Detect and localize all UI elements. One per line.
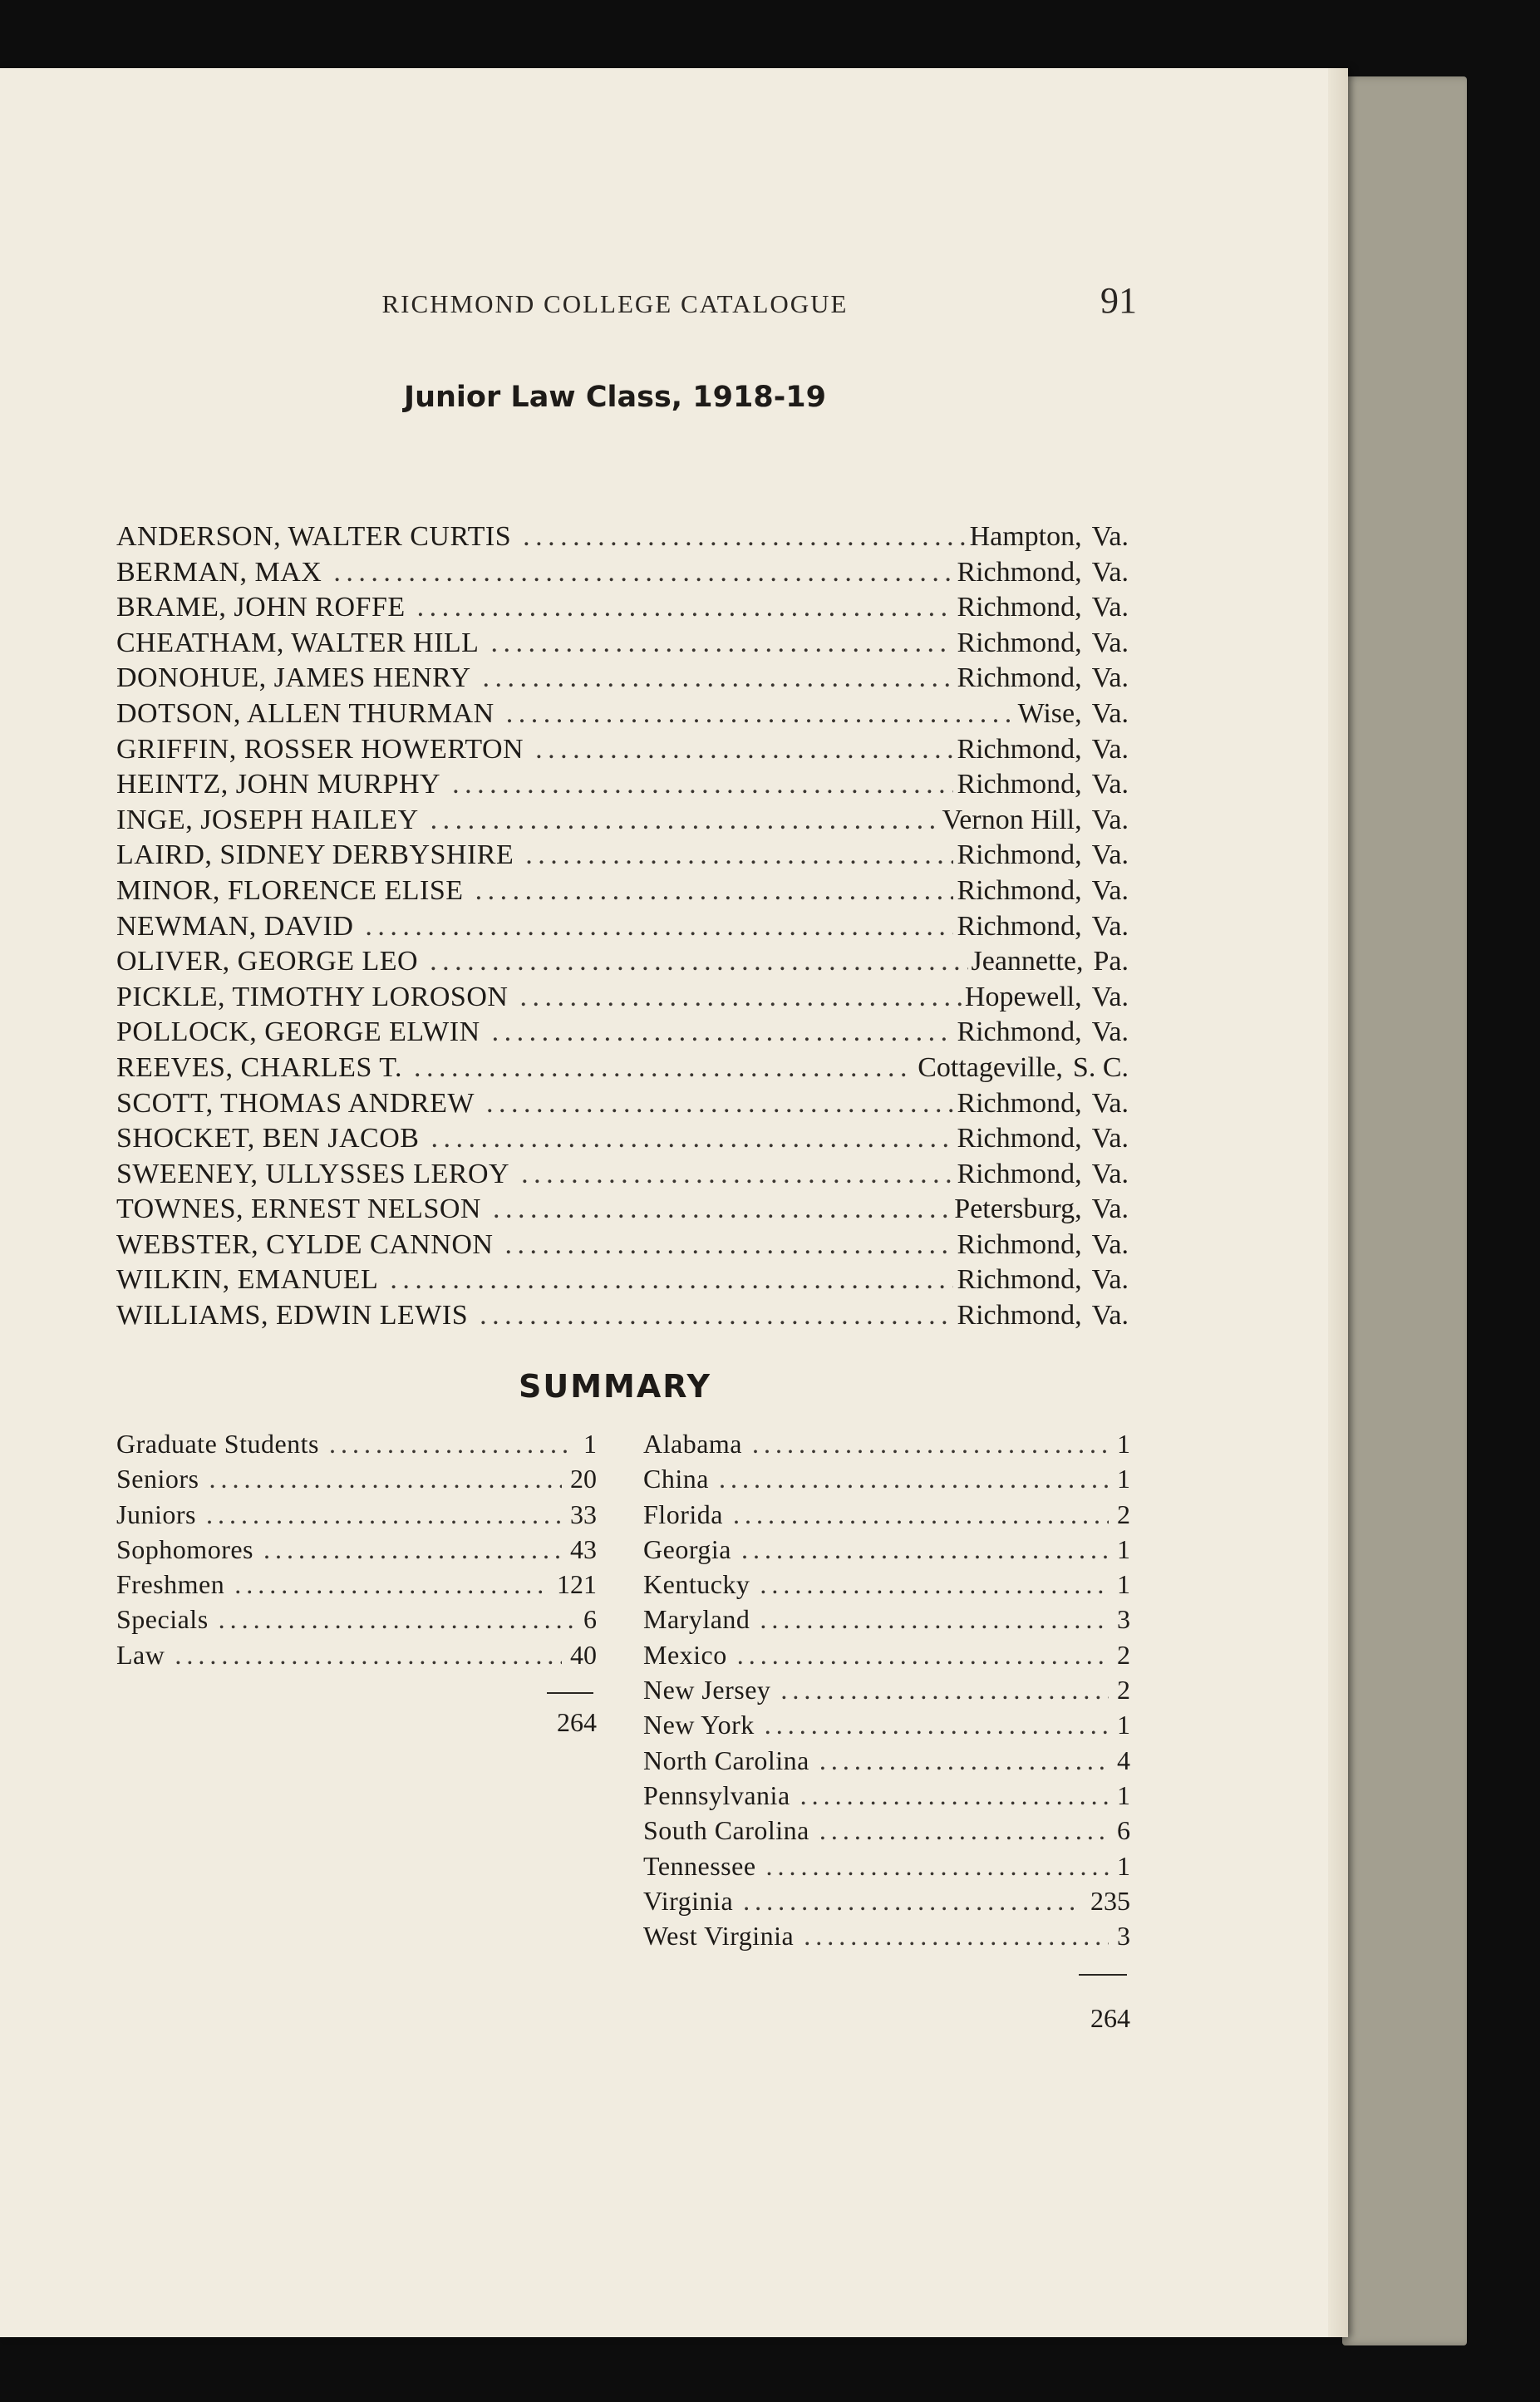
summary-row <box>116 1461 597 1496</box>
state: Pa. <box>1093 946 1129 977</box>
summary-value: 4 <box>1117 1745 1130 1775</box>
summary-row <box>643 1883 1130 1918</box>
summary-by-state <box>643 1426 1130 1953</box>
summary-value: 6 <box>583 1604 597 1635</box>
hometown: Richmond, <box>957 1123 1082 1154</box>
state: Va. <box>1091 697 1129 729</box>
roster-entry <box>116 696 1129 732</box>
summary-label: Law <box>116 1639 165 1670</box>
hometown: Richmond, <box>957 592 1082 623</box>
roster-entry <box>116 874 1129 909</box>
roster-list <box>116 519 1129 1334</box>
roster-entry <box>116 626 1129 662</box>
hometown: Wise, <box>1017 697 1082 729</box>
summary-value: 2 <box>1117 1675 1130 1706</box>
dot-leader <box>452 767 953 803</box>
dot-leader <box>766 1848 1109 1883</box>
hometown: Vernon Hill, <box>942 804 1082 835</box>
summary-row <box>116 1532 597 1567</box>
state: Va. <box>1091 1264 1129 1296</box>
summary-label: Seniors <box>116 1464 199 1494</box>
total-rule <box>1079 1974 1127 1976</box>
running-head: RICHMOND COLLEGE CATALOGUE <box>381 289 849 318</box>
dot-leader <box>819 1743 1109 1778</box>
summary-value: 43 <box>570 1533 597 1564</box>
hometown: Richmond, <box>957 1228 1082 1260</box>
summary-label: Specials <box>116 1604 209 1635</box>
roster-entry <box>116 1298 1129 1334</box>
state: Va. <box>1091 521 1129 552</box>
state: Va. <box>1091 804 1129 835</box>
state: Va. <box>1091 981 1129 1012</box>
dot-leader <box>493 1192 951 1228</box>
summary-value: 1 <box>1117 1429 1130 1459</box>
dot-leader <box>760 1567 1109 1602</box>
summary-label: South Carolina <box>643 1815 809 1846</box>
page-edge <box>1328 68 1348 2337</box>
student-name: POLLOCK, GEORGE ELWIN <box>116 1016 480 1048</box>
state-total: 264 <box>1090 2003 1130 2033</box>
summary-value: 33 <box>570 1499 597 1529</box>
backing-board <box>1342 76 1467 2345</box>
dot-leader <box>486 1086 954 1122</box>
total-rule <box>547 1692 593 1694</box>
summary-label: Alabama <box>643 1429 742 1459</box>
roster-entry <box>116 909 1129 945</box>
dot-leader <box>480 1298 953 1334</box>
roster-entry <box>116 838 1129 874</box>
roster-entry <box>116 732 1129 768</box>
student-name: DOTSON, ALLEN THURMAN <box>116 697 494 729</box>
hometown: Richmond, <box>957 556 1082 588</box>
dot-leader <box>741 1532 1109 1567</box>
roster-entry <box>116 980 1129 1016</box>
summary-label: Florida <box>643 1499 723 1529</box>
student-name: GRIFFIN, ROSSER HOWERTON <box>116 733 524 765</box>
summary-label: Freshmen <box>116 1569 225 1600</box>
state: Va. <box>1091 1123 1129 1154</box>
summary-value: 1 <box>1117 1533 1130 1564</box>
summary-row <box>643 1532 1130 1567</box>
roster-entry <box>116 1086 1129 1122</box>
dot-leader <box>492 1015 954 1051</box>
dot-leader <box>504 1228 953 1263</box>
summary-value: 1 <box>1117 1779 1130 1810</box>
student-name: WILKIN, EMANUEL <box>116 1264 379 1296</box>
state: Va. <box>1091 662 1129 694</box>
state: Va. <box>1091 1087 1129 1119</box>
state: Va. <box>1091 1194 1129 1225</box>
summary-value: 121 <box>557 1569 597 1600</box>
summary-value: 1 <box>1117 1464 1130 1494</box>
summary-label: Graduate Students <box>116 1429 319 1459</box>
summary-label: Mexico <box>643 1639 727 1670</box>
dot-leader <box>390 1263 953 1298</box>
state: Va. <box>1091 1228 1129 1260</box>
student-name: SWEENEY, ULLYSSES LEROY <box>116 1158 510 1189</box>
dot-leader <box>523 519 966 555</box>
dot-leader <box>760 1602 1109 1637</box>
state: S. C. <box>1072 1051 1129 1083</box>
state: Va. <box>1091 627 1129 658</box>
dot-leader <box>431 1121 953 1157</box>
dot-leader <box>483 661 954 696</box>
student-name: INGE, JOSEPH HAILEY <box>116 804 419 835</box>
student-name: BERMAN, MAX <box>116 556 322 588</box>
summary-row <box>643 1602 1130 1637</box>
summary-row <box>643 1813 1130 1848</box>
dot-leader <box>752 1426 1109 1461</box>
summary-value: 235 <box>1090 1885 1130 1916</box>
state: Va. <box>1091 733 1129 765</box>
student-name: SHOCKET, BEN JACOB <box>116 1123 420 1154</box>
dot-leader <box>780 1672 1109 1707</box>
summary-value: 3 <box>1117 1604 1130 1635</box>
hometown: Richmond, <box>957 1158 1082 1189</box>
hometown: Richmond, <box>957 910 1082 942</box>
dot-leader <box>733 1497 1109 1532</box>
dot-leader <box>209 1461 563 1496</box>
summary-label: New York <box>643 1710 755 1740</box>
student-name: DONOHUE, JAMES HENRY <box>116 662 471 694</box>
hometown: Jeannette, <box>971 946 1084 977</box>
student-name: PICKLE, TIMOTHY LOROSON <box>116 981 509 1012</box>
summary-value: 1 <box>1117 1569 1130 1600</box>
dot-leader <box>525 838 953 874</box>
dot-leader <box>819 1813 1109 1848</box>
summary-row <box>643 1672 1130 1707</box>
student-name: REEVES, CHARLES T. <box>116 1051 402 1083</box>
dot-leader <box>219 1602 575 1637</box>
dot-leader <box>333 555 953 591</box>
summary-row <box>643 1637 1130 1672</box>
dot-leader <box>431 803 939 839</box>
hometown: Cottageville, <box>918 1051 1063 1083</box>
hometown: Richmond, <box>957 733 1082 765</box>
state: Va. <box>1091 1300 1129 1331</box>
student-name: WEBSTER, CYLDE CANNON <box>116 1228 494 1260</box>
dot-leader <box>234 1567 549 1602</box>
dot-leader <box>765 1707 1109 1742</box>
dot-leader <box>800 1778 1109 1813</box>
hometown: Richmond, <box>957 874 1082 906</box>
summary-value: 1 <box>1117 1850 1130 1881</box>
summary-row <box>116 1567 597 1602</box>
summary-row <box>116 1497 597 1532</box>
summary-value: 20 <box>570 1464 597 1494</box>
student-name: NEWMAN, DAVID <box>116 910 354 942</box>
state: Va. <box>1091 839 1129 871</box>
summary-label: Virginia <box>643 1885 734 1916</box>
class-total: 264 <box>557 1707 597 1737</box>
roster-entry <box>116 1228 1129 1263</box>
summary-label: Pennsylvania <box>643 1779 790 1810</box>
state: Va. <box>1091 769 1129 800</box>
student-name: OLIVER, GEORGE LEO <box>116 946 419 977</box>
summary-label: Juniors <box>116 1499 196 1529</box>
roster-entry <box>116 1263 1129 1298</box>
summary-label: Maryland <box>643 1604 750 1635</box>
dot-leader <box>430 944 967 980</box>
student-name: CHEATHAM, WALTER HILL <box>116 627 480 658</box>
dot-leader <box>206 1497 562 1532</box>
summary-value: 2 <box>1117 1499 1130 1529</box>
roster-entry <box>116 1051 1129 1086</box>
roster-entry <box>116 519 1129 555</box>
hometown: Richmond, <box>957 662 1082 694</box>
summary-value: 6 <box>1117 1815 1130 1846</box>
summary-row <box>643 1461 1130 1496</box>
roster-entry <box>116 1015 1129 1051</box>
hometown: Richmond, <box>957 769 1082 800</box>
summary-label: Sophomores <box>116 1533 253 1564</box>
summary-label: Tennessee <box>643 1850 756 1881</box>
hometown: Richmond, <box>957 1087 1082 1119</box>
dot-leader <box>175 1637 562 1672</box>
state: Va. <box>1091 592 1129 623</box>
summary-value: 3 <box>1117 1921 1130 1952</box>
roster-entry <box>116 661 1129 696</box>
state: Va. <box>1091 1158 1129 1189</box>
summary-value: 1 <box>583 1429 597 1459</box>
summary-row <box>643 1426 1130 1461</box>
state: Va. <box>1091 874 1129 906</box>
hometown: Petersburg, <box>954 1194 1082 1225</box>
dot-leader <box>535 732 953 768</box>
summary-value: 1 <box>1117 1710 1130 1740</box>
roster-entry <box>116 767 1129 803</box>
page-number: 91 <box>1100 280 1137 321</box>
summary-row <box>643 1778 1130 1813</box>
dot-leader <box>414 1051 914 1086</box>
summary-label: Georgia <box>643 1533 731 1564</box>
student-name: ANDERSON, WALTER CURTIS <box>116 521 512 552</box>
student-name: LAIRD, SIDNEY DERBYSHIRE <box>116 839 514 871</box>
summary-value: 2 <box>1117 1639 1130 1670</box>
summary-row <box>116 1637 597 1672</box>
summary-row <box>643 1707 1130 1742</box>
dot-leader <box>506 696 1015 732</box>
dot-leader <box>804 1918 1109 1953</box>
class-title: Junior Law Class, 1918-19 <box>404 381 826 414</box>
hometown: Richmond, <box>957 627 1082 658</box>
summary-title: SUMMARY <box>519 1368 711 1405</box>
summary-value: 40 <box>570 1639 597 1670</box>
student-name: WILLIAMS, EDWIN LEWIS <box>116 1300 469 1331</box>
dot-leader <box>417 590 954 626</box>
roster-entry <box>116 1157 1129 1193</box>
summary-label: North Carolina <box>643 1745 809 1775</box>
summary-label: Kentucky <box>643 1569 750 1600</box>
student-name: HEINTZ, JOHN MURPHY <box>116 769 441 800</box>
hometown: Richmond, <box>957 1300 1082 1331</box>
summary-row <box>643 1497 1130 1532</box>
roster-entry <box>116 1121 1129 1157</box>
roster-entry <box>116 1192 1129 1228</box>
dot-leader <box>490 626 953 662</box>
student-name: BRAME, JOHN ROFFE <box>116 592 406 623</box>
dot-leader <box>475 874 954 909</box>
summary-row <box>116 1426 597 1461</box>
summary-label: China <box>643 1464 709 1494</box>
hometown: Richmond, <box>957 839 1082 871</box>
roster-entry <box>116 555 1129 591</box>
summary-row <box>643 1567 1130 1602</box>
dot-leader <box>737 1637 1109 1672</box>
student-name: SCOTT, THOMAS ANDREW <box>116 1087 475 1119</box>
dot-leader <box>263 1532 562 1567</box>
summary-row <box>116 1602 597 1637</box>
hometown: Hopewell, <box>964 981 1082 1012</box>
roster-entry <box>116 803 1129 839</box>
dot-leader <box>365 909 953 945</box>
student-name: TOWNES, ERNEST NELSON <box>116 1194 481 1225</box>
roster-entry <box>116 944 1129 980</box>
summary-row <box>643 1918 1130 1953</box>
summary-row <box>643 1743 1130 1778</box>
dot-leader <box>521 1157 953 1193</box>
hometown: Richmond, <box>957 1264 1082 1296</box>
hometown: Richmond, <box>957 1016 1082 1048</box>
summary-row <box>643 1848 1130 1883</box>
dot-leader <box>719 1461 1109 1496</box>
summary-label: New Jersey <box>643 1675 771 1706</box>
dot-leader <box>329 1426 575 1461</box>
student-name: MINOR, FLORENCE ELISE <box>116 874 464 906</box>
roster-entry <box>116 590 1129 626</box>
state: Va. <box>1091 1016 1129 1048</box>
summary-label: West Virginia <box>643 1921 795 1952</box>
summary-by-class <box>116 1426 597 1672</box>
dot-leader <box>743 1883 1082 1918</box>
state: Va. <box>1091 556 1129 588</box>
dot-leader <box>519 980 961 1016</box>
hometown: Hampton, <box>969 521 1082 552</box>
state: Va. <box>1091 910 1129 942</box>
